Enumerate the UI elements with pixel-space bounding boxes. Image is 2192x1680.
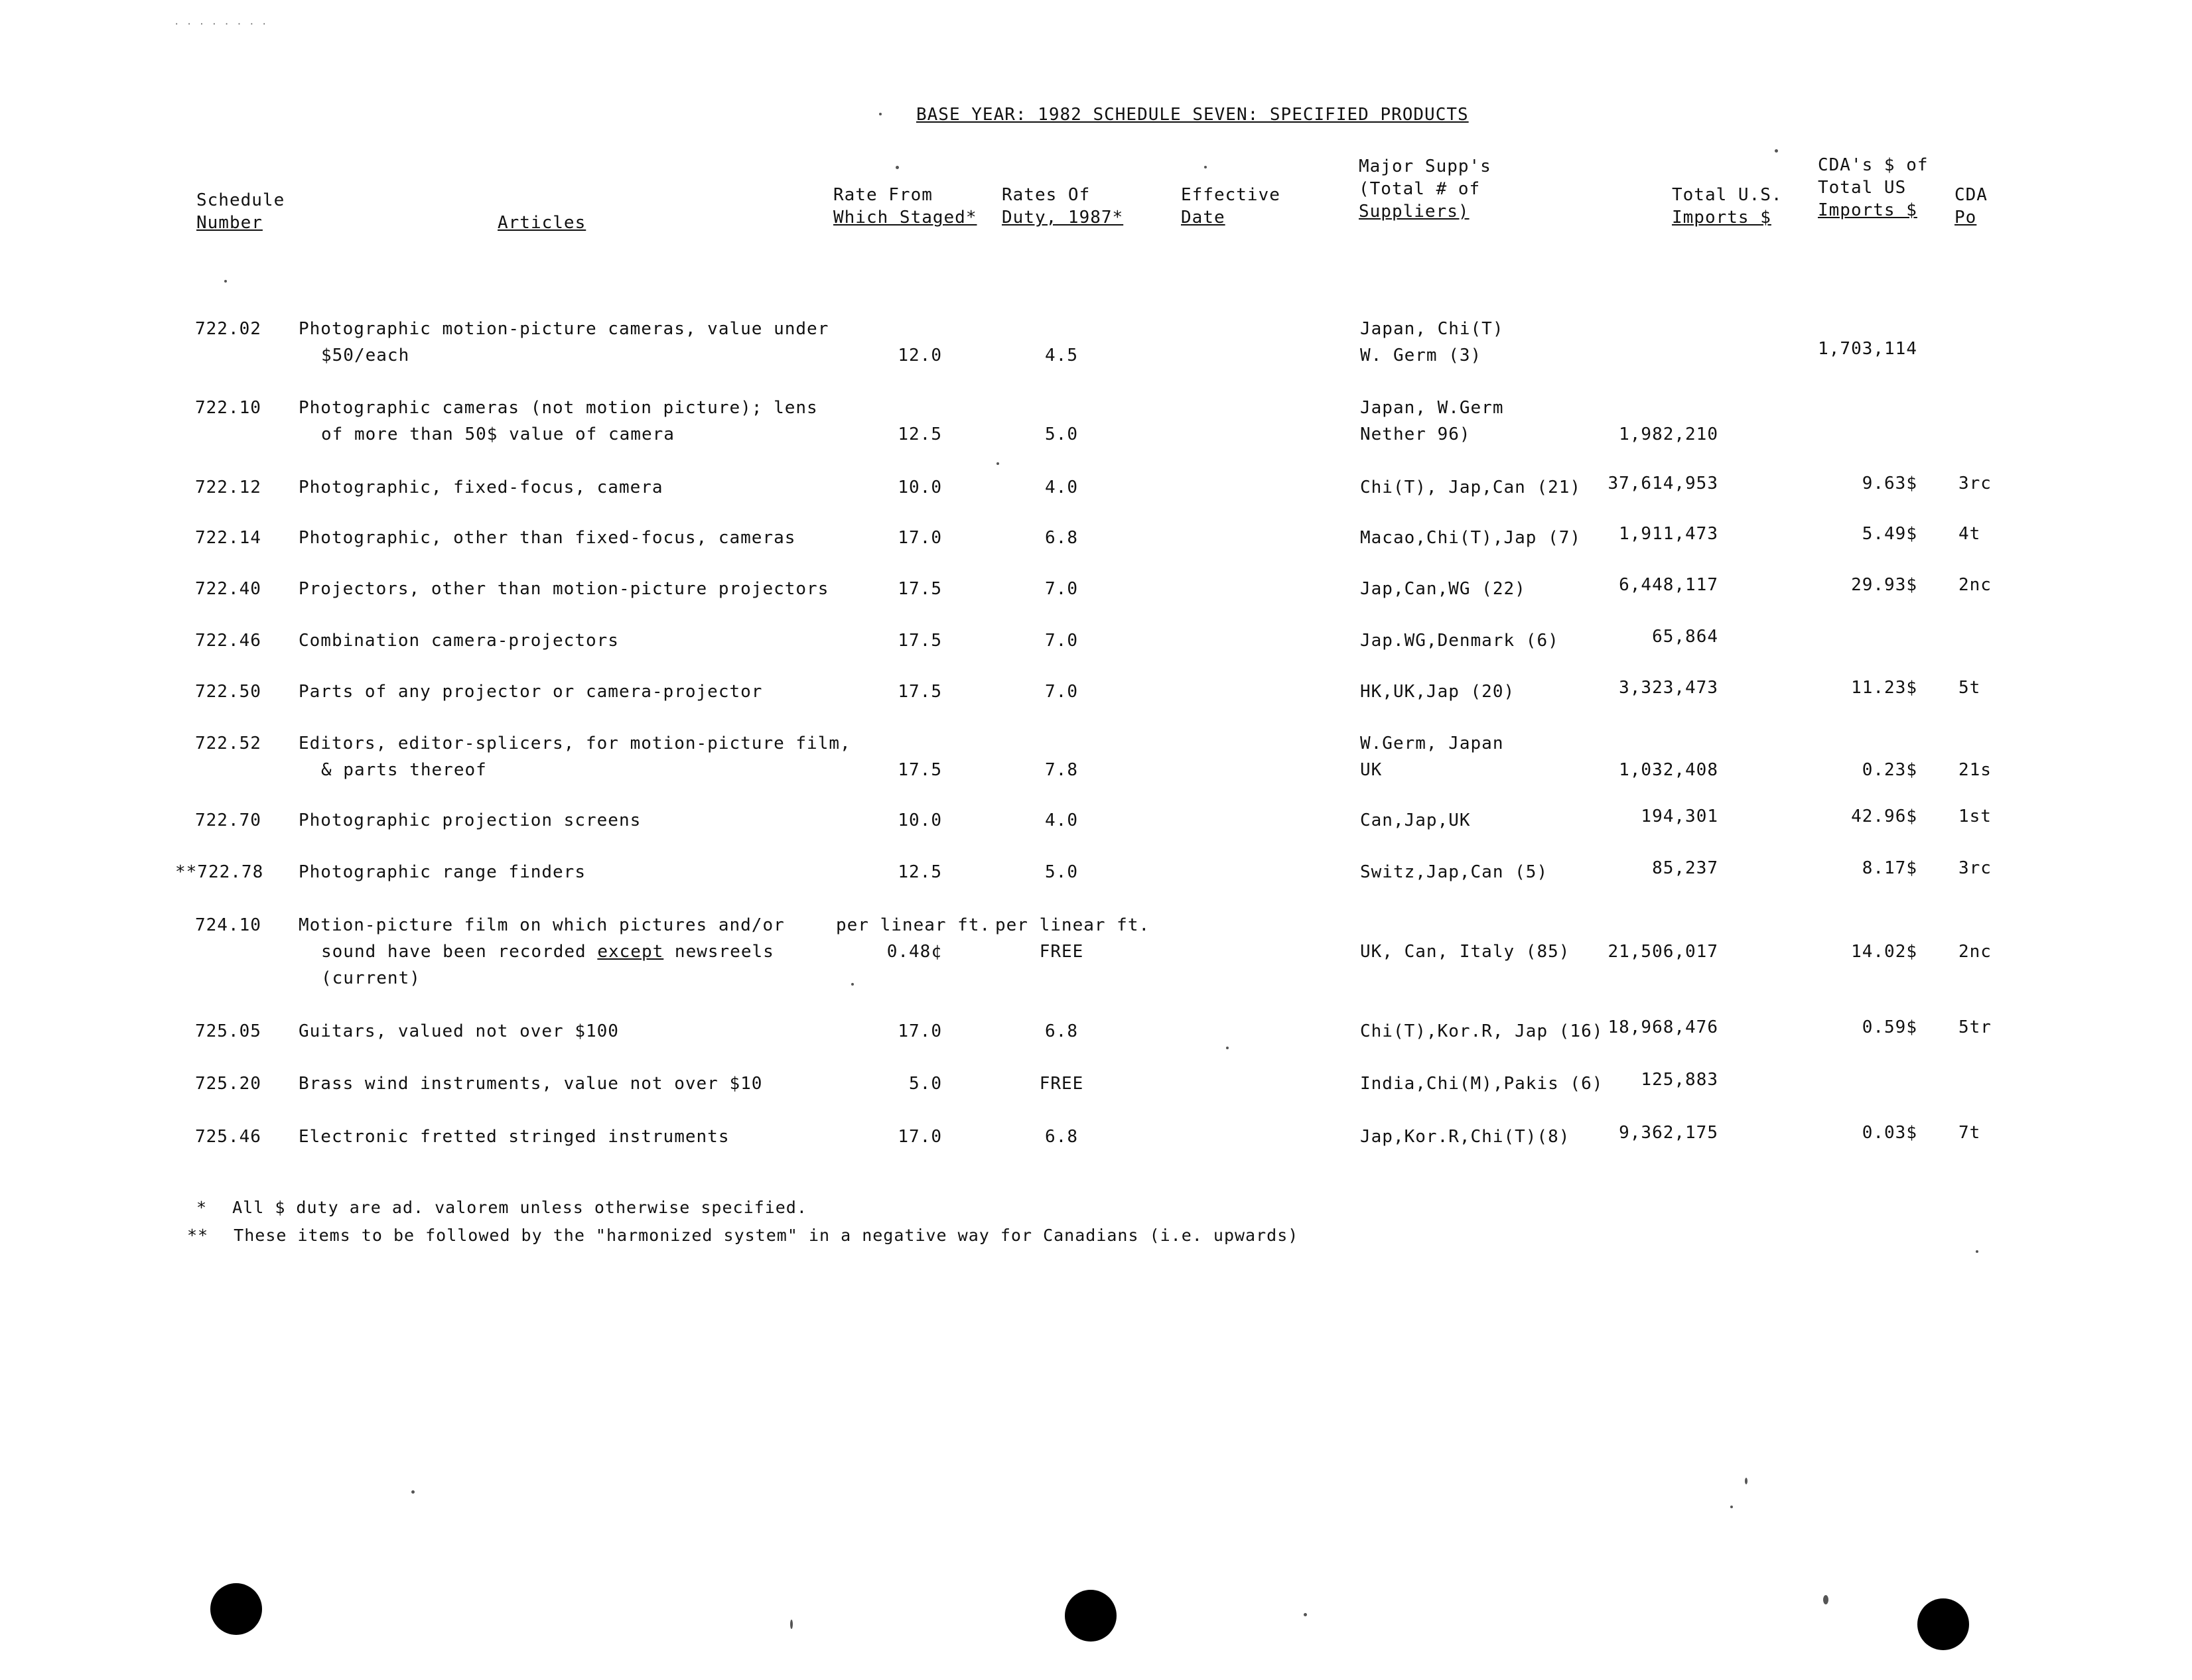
scan-speck [1976,1250,1978,1253]
cda-share-value: 0.03$ [1862,1123,1917,1143]
major-suppliers [1360,395,1504,448]
supplier-line: UK [1360,760,1383,780]
footnote-mark: ** [187,1226,209,1245]
punch-hole-right [1917,1598,1969,1650]
total-us-imports-value: 194,301 [1641,807,1718,826]
article-description [299,525,795,551]
cda-share-value: 0.59$ [1862,1017,1917,1037]
rate-1987-value: 6.8 [1045,1127,1078,1147]
scan-speck [411,1490,415,1494]
cda-position-value: 2nc [1958,942,1992,962]
article-line: of more than 50$ value of camera [321,424,675,444]
supplier-line: Switz,Jap,Can (5) [1360,862,1548,882]
header-rate-from: Rate From Which Staged* [833,185,977,227]
supplier-line: Chi(T), Jap,Can (21) [1360,478,1582,497]
rate-from-value: 12.0 [898,346,942,365]
article-line: (current) [321,968,421,988]
rate-1987-value: 5.0 [1045,862,1078,882]
schedule-number: 722.14 [195,528,261,548]
major-suppliers [1360,627,1559,654]
major-suppliers [1360,576,1526,602]
major-suppliers [1360,730,1504,783]
supplier-line: Japan, W.Germ [1360,398,1504,418]
rate-from-value: 10.0 [898,810,942,830]
header-articles: Articles [498,213,586,233]
major-suppliers [1360,474,1581,501]
total-us-imports-value: 37,614,953 [1608,474,1718,493]
major-suppliers [1360,316,1504,369]
rate-1987-value: 4.0 [1045,810,1078,830]
rate-from-value: 17.0 [898,1021,942,1041]
supplier-line: HK,UK,Jap (20) [1360,682,1515,702]
rate-from-value: 17.5 [898,760,942,780]
rate-1987-value: FREE [1039,1074,1084,1094]
emphasis-except: except [597,942,664,962]
footnote-mark: * [196,1198,208,1217]
cda-position-value: 5t [1958,678,1981,698]
cda-share-value: 11.23$ [1851,678,1917,698]
header-total-us-imports: Total U.S. Imports $ [1672,185,1783,227]
page-title: BASE YEAR: 1982 SCHEDULE SEVEN: SPECIFIED PRODUCTS [916,105,1469,125]
supplier-line: India,Chi(M),Pakis (6) [1360,1074,1604,1094]
header-schedule-number: Schedule Number [196,190,285,233]
article-line: sound have been recorded except newsreels [321,942,774,962]
punch-hole-center [1065,1590,1117,1642]
supplier-line: Chi(T),Kor.R, Jap (16) [1360,1021,1604,1041]
article-description [299,1018,619,1045]
supplier-line: Nether 96) [1360,424,1471,444]
schedule-number: 725.05 [195,1021,261,1041]
cda-share-value: 9.63$ [1862,474,1917,493]
cda-position-value: 7t [1958,1123,1981,1143]
article-line: Parts of any projector or camera-projector [299,682,763,702]
article-description [299,1070,762,1097]
schedule-number: 722.02 [195,319,261,339]
scan-speck [1823,1595,1828,1604]
rate-1987-value: 7.0 [1045,631,1078,651]
major-suppliers [1360,678,1515,705]
rate-from-value: 12.5 [898,862,942,882]
supplier-line: W.Germ, Japan [1360,734,1504,753]
article-description [299,1124,729,1150]
schedule-number: 724.10 [195,915,261,935]
cda-position-value: 3rc [1958,474,1992,493]
article-line: $50/each [321,346,410,365]
article-line: Photographic, fixed-focus, camera [299,478,663,497]
schedule-number: 722.50 [195,682,261,702]
article-description [299,627,619,654]
cda-position-value: 3rc [1958,858,1992,878]
supplier-line: Jap,Kor.R,Chi(T)(8) [1360,1127,1570,1147]
scan-speck [1304,1613,1307,1616]
article-line: Photographic projection screens [299,810,642,830]
scan-speck [851,983,854,986]
header-effective-date: Effective Date [1181,185,1280,227]
footnote-text: All $ duty are ad. valorem unless otherwise specified. [232,1198,807,1217]
schedule-number: 722.46 [195,631,261,651]
total-us-imports-value: 3,323,473 [1619,678,1718,698]
rate-1987-value: 4.0 [1045,478,1078,497]
rate-from-value: 10.0 [898,478,942,497]
scan-speck [790,1620,793,1629]
rate-from-value: 17.0 [898,528,942,548]
rate-from-value: 17.5 [898,579,942,599]
cda-share-value: 1,703,114 [1818,339,1917,359]
punch-hole-left [210,1583,262,1635]
page-mark: . . . . . . . . [174,17,268,27]
article-description [299,678,762,705]
major-suppliers [1360,859,1548,885]
article-description [299,730,851,783]
rate-1987-value: 5.0 [1045,424,1078,444]
major-suppliers [1360,807,1471,834]
scan-speck [1226,1047,1229,1049]
total-us-imports-value: 1,032,408 [1619,760,1718,780]
rate-1987-value: 7.0 [1045,682,1078,702]
header-cda-share: CDA's $ of Total US Imports $ [1818,155,1929,220]
rate-from-value: 17.0 [898,1127,942,1147]
article-line: Photographic motion-picture cameras, value under [299,319,829,339]
cda-share-value: 5.49$ [1862,524,1917,544]
scan-speck [224,280,227,283]
major-suppliers [1360,525,1581,551]
article-line: Projectors, other than motion-picture projectors [299,579,829,599]
rate-from-value: 17.5 [898,631,942,651]
article-line: Brass wind instruments, value not over $10 [299,1074,763,1094]
supplier-line: UK, Can, Italy (85) [1360,942,1570,962]
schedule-number: 722.52 [195,734,261,753]
article-description [299,912,785,992]
schedule-number: 725.20 [195,1074,261,1094]
article-line: Photographic, other than fixed-focus, cameras [299,528,796,548]
header-rates-of-duty: Rates Of Duty, 1987* [1002,185,1124,227]
footnote-text: These items to be followed by the "harmonized system" in a negative way for Canadians (i.e. upwards) [234,1226,1299,1245]
article-line: Editors, editor-splicers, for motion-picture film, [299,734,851,753]
supplier-line: Jap.WG,Denmark (6) [1360,631,1559,651]
scan-speck [996,462,999,465]
cda-share-value: 0.23$ [1862,760,1917,780]
scan-speck [1775,149,1778,153]
schedule-number: 722.70 [195,810,261,830]
schedule-number: 722.40 [195,579,261,599]
total-us-imports-value: 125,883 [1641,1070,1718,1090]
cda-position-value: 4t [1958,524,1981,544]
major-suppliers [1360,1124,1570,1150]
article-line: Guitars, valued not over $100 [299,1021,619,1041]
rate-1987-value: 6.8 [1045,1021,1078,1041]
rate-unit-label: per linear ft. [995,915,1150,935]
schedule-number: **722.78 [175,862,264,882]
cda-position-value: 5tr [1958,1017,1992,1037]
supplier-line: W. Germ (3) [1360,346,1482,365]
header-cda-position: CDA Po [1954,185,1988,227]
rate-1987-value: 7.8 [1045,760,1078,780]
cda-position-value: 2nc [1958,575,1992,595]
article-description [299,576,829,602]
total-us-imports-value: 65,864 [1652,627,1718,647]
total-us-imports-value: 1,911,473 [1619,524,1718,544]
rate-unit-label: per linear ft. [836,915,991,935]
major-suppliers [1360,1018,1603,1045]
cda-share-value: 29.93$ [1851,575,1917,595]
article-line: Motion-picture film on which pictures and/or [299,915,785,935]
scan-speck [879,113,882,115]
cda-share-value: 42.96$ [1851,807,1917,826]
supplier-line: Japan, Chi(T) [1360,319,1504,339]
article-line: Photographic range finders [299,862,586,882]
rate-from-value: 12.5 [898,424,942,444]
rate-from-value: 0.48¢ [886,942,942,962]
article-line: & parts thereof [321,760,487,780]
total-us-imports-value: 1,982,210 [1619,424,1718,444]
schedule-number: 722.10 [195,398,261,418]
rate-1987-value: 6.8 [1045,528,1078,548]
header-major-suppliers: Major Supp's (Total # of Suppliers) [1359,157,1491,222]
total-us-imports-value: 18,968,476 [1608,1017,1718,1037]
cda-share-value: 8.17$ [1862,858,1917,878]
major-suppliers [1360,1070,1603,1097]
total-us-imports-value: 85,237 [1652,858,1718,878]
scan-speck [1204,166,1207,168]
rate-1987-value: 7.0 [1045,579,1078,599]
scan-speck [896,166,899,169]
rate-from-value: 5.0 [909,1074,942,1094]
total-us-imports-value: 6,448,117 [1619,575,1718,595]
supplier-line: Can,Jap,UK [1360,810,1471,830]
rate-1987-value: 4.5 [1045,346,1078,365]
footnote-1 [196,1194,807,1222]
scan-speck [1745,1478,1747,1484]
scan-speck [1730,1506,1733,1508]
schedule-number: 722.12 [195,478,261,497]
cda-position-value: 1st [1958,807,1992,826]
article-description [299,474,663,501]
supplier-line: Macao,Chi(T),Jap (7) [1360,528,1582,548]
schedule-number: 725.46 [195,1127,261,1147]
footnote-2 [187,1222,1298,1250]
supplier-line: Jap,Can,WG (22) [1360,579,1526,599]
total-us-imports-value: 21,506,017 [1608,942,1718,962]
cda-share-value: 14.02$ [1851,942,1917,962]
major-suppliers [1360,938,1570,965]
article-description [299,859,586,885]
rate-from-value: 17.5 [898,682,942,702]
article-description [299,807,641,834]
total-us-imports-value: 9,362,175 [1619,1123,1718,1143]
article-line: Combination camera-projectors [299,631,619,651]
article-description [299,395,818,448]
rate-1987-value: FREE [1039,942,1084,962]
article-description [299,316,829,369]
article-line: Electronic fretted stringed instruments [299,1127,730,1147]
article-line: Photographic cameras (not motion picture); lens [299,398,818,418]
cda-position-value: 21s [1958,760,1992,780]
